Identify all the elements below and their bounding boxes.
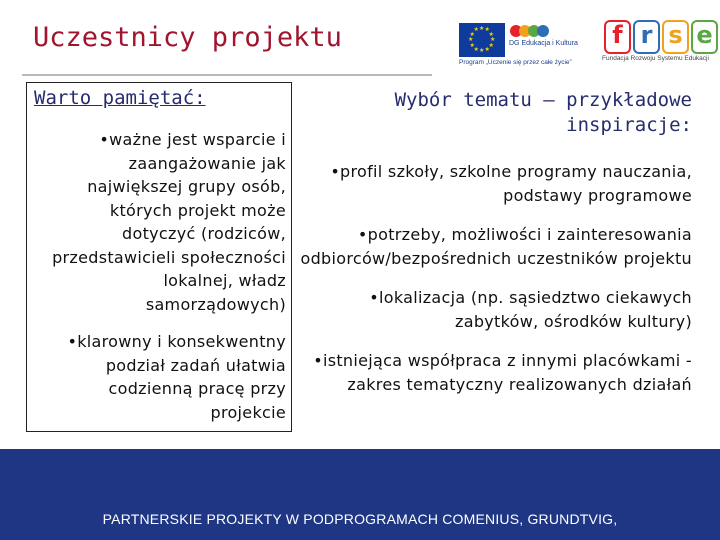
eu-star-icon: ★ <box>488 30 494 38</box>
slide-title: Uczestnicy projektu <box>33 22 342 53</box>
left-heading: Warto pamiętać: <box>34 87 206 109</box>
eu-star-icon: ★ <box>469 41 475 49</box>
frse-letter: r <box>633 20 660 54</box>
eu-flag-icon <box>459 23 505 57</box>
eu-star-icon: ★ <box>484 26 490 34</box>
eu-star-icon: ★ <box>479 25 485 32</box>
llp-logo-icon <box>510 24 560 38</box>
frse-logo <box>604 20 718 52</box>
footer-text: PARTNERSKIE PROJEKTY W PODPROGRAMACH COMENIUS, GRUNDTVIG, <box>102 511 618 527</box>
eu-star-icon: ★ <box>484 45 490 53</box>
frse-letter: f <box>604 20 631 54</box>
right-bullet: •lokalizacja (np. sąsiedztwo ciekawych zabytków, ośrodków kultury) <box>369 288 692 331</box>
eu-star-icon: ★ <box>469 30 475 38</box>
right-bullet: •profil szkoły, szkolne programy nauczania, podstawy programowe <box>330 162 692 205</box>
right-heading: Wybór tematu – przykładowe inspiracje: <box>394 89 692 136</box>
title-divider <box>22 74 432 76</box>
eu-star-icon: ★ <box>473 45 479 53</box>
right-bullets <box>300 160 692 412</box>
left-bullet: •klarowny i konsekwentny podział zadań ułatwia codzienną pracę przy projekcie <box>67 332 286 422</box>
eu-star-icon: ★ <box>468 36 474 43</box>
llp-caption-2: Program „Uczenie się przez całe życie” <box>459 59 572 66</box>
eu-star-icon: ★ <box>488 41 494 49</box>
eu-star-icon: ★ <box>479 47 485 54</box>
left-bullet: •ważne jest wsparcie i zaangażowanie jak największej grupy osób, których projekt może dotyczyć (rodziców, przedstawicieli społeczności lokalnej, władz samorządowych) <box>52 130 286 314</box>
llp-caption-1: DG Edukacja i Kultura <box>509 40 578 47</box>
frse-letter: s <box>662 20 689 54</box>
frse-letter: e <box>691 20 718 54</box>
eu-star-icon: ★ <box>490 36 496 43</box>
right-bullet: •potrzeby, możliwości i zainteresowania odbiorców/bezpośrednich uczestników projektu <box>300 225 692 268</box>
right-bullet: •istniejąca współpraca z innymi placówkami - zakres tematyczny realizowanych działań <box>313 351 692 394</box>
eu-star-icon: ★ <box>473 26 479 34</box>
left-bullets <box>32 128 286 438</box>
logo-strip <box>454 16 713 72</box>
frse-subtitle: Fundacja Rozwoju Systemu Edukacji <box>602 55 709 62</box>
